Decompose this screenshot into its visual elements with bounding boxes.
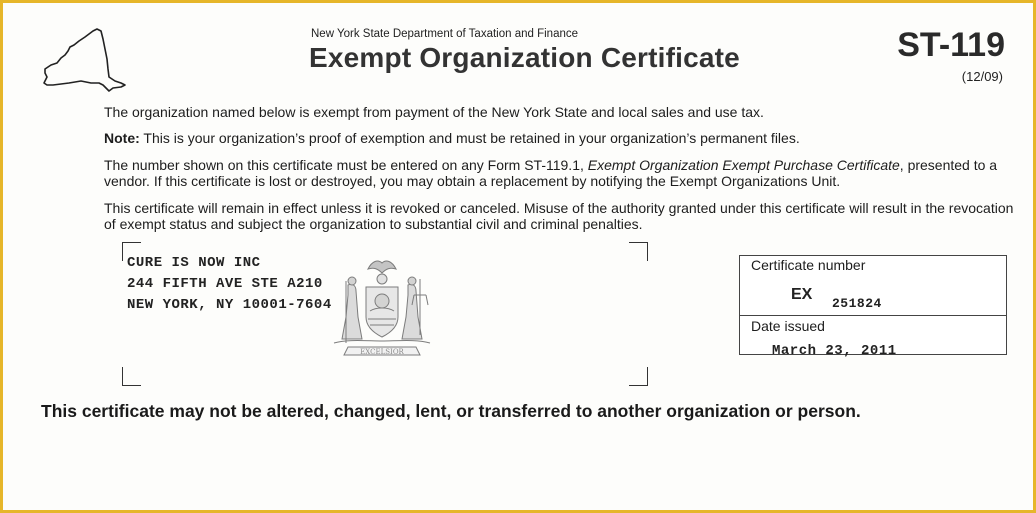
department-name: New York State Department of Taxation and Finance bbox=[311, 28, 579, 40]
date-issued-label: Date issued bbox=[751, 318, 825, 334]
form-name-italic: Exempt Organization Exempt Purchase Certificate bbox=[587, 157, 900, 173]
address-window-corner-top-right bbox=[629, 242, 648, 261]
certificate-number-label: Certificate number bbox=[751, 257, 866, 273]
address-window-corner-bottom-right bbox=[629, 367, 648, 386]
seal-banner-text: EXCELSIOR bbox=[360, 348, 404, 356]
note-text: This is your organization’s proof of exemption and must be retained in your organization’s permanent files. bbox=[143, 130, 800, 146]
certificate-number-prefix: EX bbox=[791, 286, 813, 303]
certificate-number-value: 251824 bbox=[832, 296, 882, 311]
note-label: Note: bbox=[104, 130, 140, 146]
date-issued-value: March 23, 2011 bbox=[772, 343, 897, 359]
exemption-statement: The organization named below is exempt from payment of the New York State and local sales and use tax. bbox=[104, 104, 764, 120]
new-york-state-map-icon bbox=[41, 25, 127, 97]
document-title: Exempt Organization Certificate bbox=[309, 42, 740, 73]
transfer-warning: This certificate may not be altered, changed, lent, or transferred to another organization or person. bbox=[41, 401, 861, 421]
address-window-corner-bottom-left bbox=[122, 367, 141, 386]
form-revision-date: (12/09) bbox=[961, 69, 1003, 84]
certificate-box-divider bbox=[740, 315, 1006, 316]
organization-city-line: NEW YORK, NY 10001-7604 bbox=[127, 297, 332, 313]
note-paragraph bbox=[104, 130, 1024, 146]
validity-statement: This certificate will remain in effect unless it is revoked or canceled. Misuse of the authority granted under this certificate will result in the revocation of exempt status and subject the organization to substantial civil and criminal penalties. bbox=[104, 200, 1014, 232]
instructions-text-a: The number shown on this certificate must be entered on any Form ST-119.1, bbox=[104, 157, 588, 173]
form-number: ST-119 bbox=[897, 26, 1005, 64]
new-york-state-seal bbox=[328, 255, 436, 361]
certificate-number-instructions bbox=[104, 157, 1024, 189]
organization-name: CURE IS NOW INC bbox=[127, 255, 261, 271]
certificate-info-box bbox=[739, 255, 1007, 359]
instructions-text-b: , presented to a vendor. If this certificate is lost or destroyed, you may obtain a replacement by notifying the Exempt Organizations Unit. bbox=[104, 157, 998, 189]
organization-street: 244 FIFTH AVE STE A210 bbox=[127, 276, 323, 292]
